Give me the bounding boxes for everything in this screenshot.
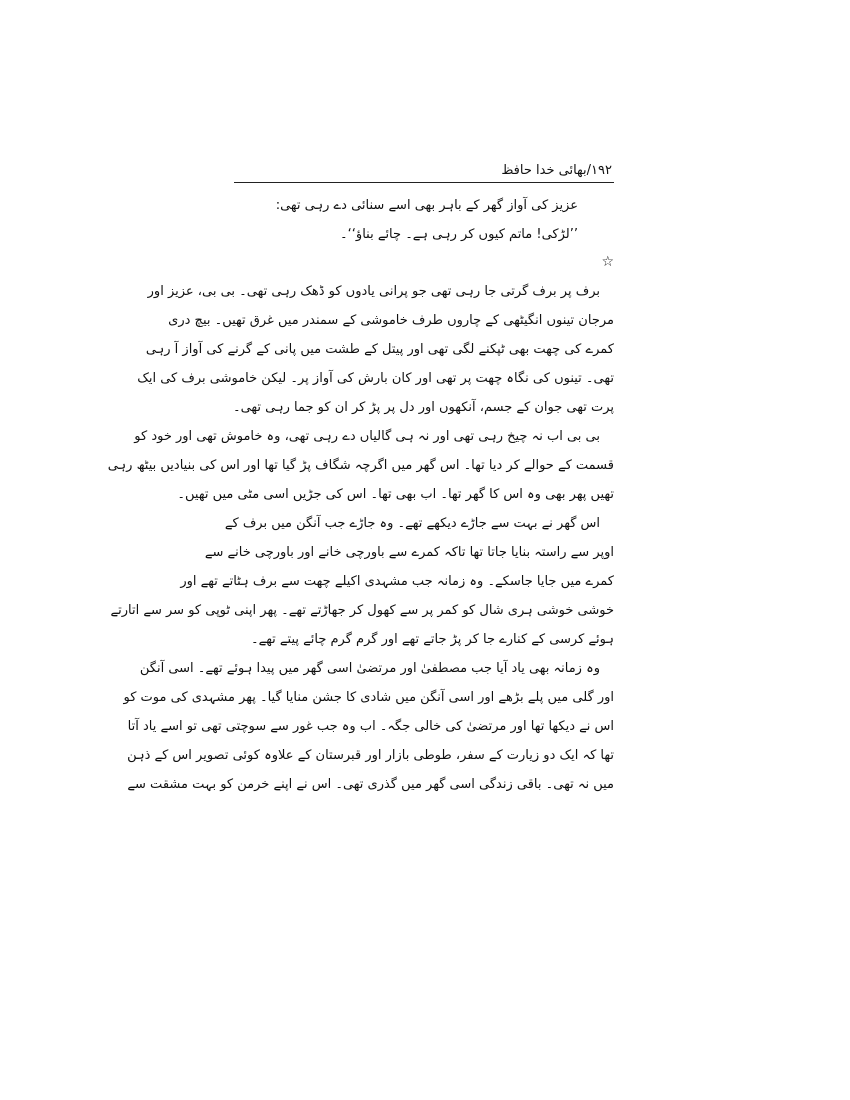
text-line: کمرے کی چھت بھی ٹپکنے لگی تھی اور پیتل کے طشت میں پانی کے گرنے کی آواز آ رہی [145,342,614,357]
book-page [107,160,614,799]
text-line: خوشی خوشی ہری شال کو کمر پر سے کھول کر جھاڑتے تھے۔ پھر اپنی ٹوپی کو سر سے اتارتے [110,603,614,618]
text-line: قسمت کے حوالے کر دیا تھا۔ اس گھر میں اگرچہ شگاف پڑ گیا تھا اور اس کی بنیادیں بیٹھ رہی [107,458,614,473]
text-line: پرت تھی جوان کے جسم، آنکھوں اور دل پر پڑ کر ان کو جما رہی تھی۔ [232,400,614,415]
paragraph-4 [123,654,614,799]
paragraph-2 [107,422,614,509]
text-line: تھیں پھر بھی وہ اس کا گھر تھا۔ اب بھی تھا۔ اس کی جڑیں اسی مٹی میں تھیں۔ [177,487,614,502]
running-title: ۱۹۲/بھائی خدا حافظ [501,163,612,178]
text-line: اوپر سے راستہ بنایا جاتا تھا تاکہ کمرے سے باورچی خانے اور باورچی خانے سے [204,545,614,560]
text-line: تھی۔ تینوں کی نگاہ چھت پر تھی اور کان بارش کی آواز پر۔ لیکن خاموشی برف کی ایک [137,371,614,386]
text-line: میں نہ تھی۔ باقی زندگی اسی گھر میں گذری تھی۔ اس نے اپنے خرمن کو بہت مشقت سے [127,777,614,792]
text-line: مرجان تینوں انگیٹھی کے چاروں طرف خاموشی کے سمندر میں غرق تھیں۔ بیچ دری [168,313,614,328]
text-line: بی بی اب نہ چیخ رہی تھی اور نہ ہی گالیاں دے رہی تھی، وہ خاموش تھی اور خود کو [134,429,600,444]
running-header [234,160,614,183]
text-line: برف پر برف گرتی جا رہی تھی جو پرانی یادوں کو ڈھک رہی تھی۔ بی بی، عزیز اور [147,284,600,299]
paragraph-3 [110,509,614,654]
text-line: کمرے میں جایا جاسکے۔ وہ زمانہ جب مشہدی اکیلے چھت سے برف ہٹاتے تھے اور [180,574,614,589]
text-line: اس گھر نے بہت سے جاڑے دیکھے تھے۔ وہ جاڑے جب آنگن میں برف کے [224,516,600,531]
text-line: ’’لڑکی! ماتم کیوں کر رہی ہے۔ چائے بناؤ‘‘۔ [340,227,578,242]
text-line: عزیز کی آواز گھر کے باہر بھی اسے سنائی دے رہی تھی: [275,198,578,213]
intro-lines [234,191,614,249]
text-line: ہوئے کرسی کے کنارے جا کر پڑ جاتے تھے اور گرم گرم چائے پیتے تھے۔ [250,632,614,647]
text-line: وہ زمانہ بھی یاد آیا جب مصطفیٰ اور مرتضیٰ اسی گھر میں پیدا ہوئے تھے۔ اسی آنگن [139,661,600,676]
text-line: اس نے دیکھا تھا اور مرتضیٰ کی خالی جگہ۔ اب وہ جب غور سے سوچتی تھی تو اسے یاد آتا [127,719,614,734]
paragraph-1 [137,277,614,422]
text-line: تھا کہ ایک دو زیارت کے سفر، طوطی بازار اور قبرستان کے علاوہ کوئی تصویر اس کے ذہن [127,748,614,763]
section-separator-star-icon: ☆ [601,254,614,270]
text-line: اور گلی میں پلے بڑھے اور اسی آنگن میں شادی کا جشن منایا گیا۔ پھر مشہدی کی موت کو [123,690,614,705]
